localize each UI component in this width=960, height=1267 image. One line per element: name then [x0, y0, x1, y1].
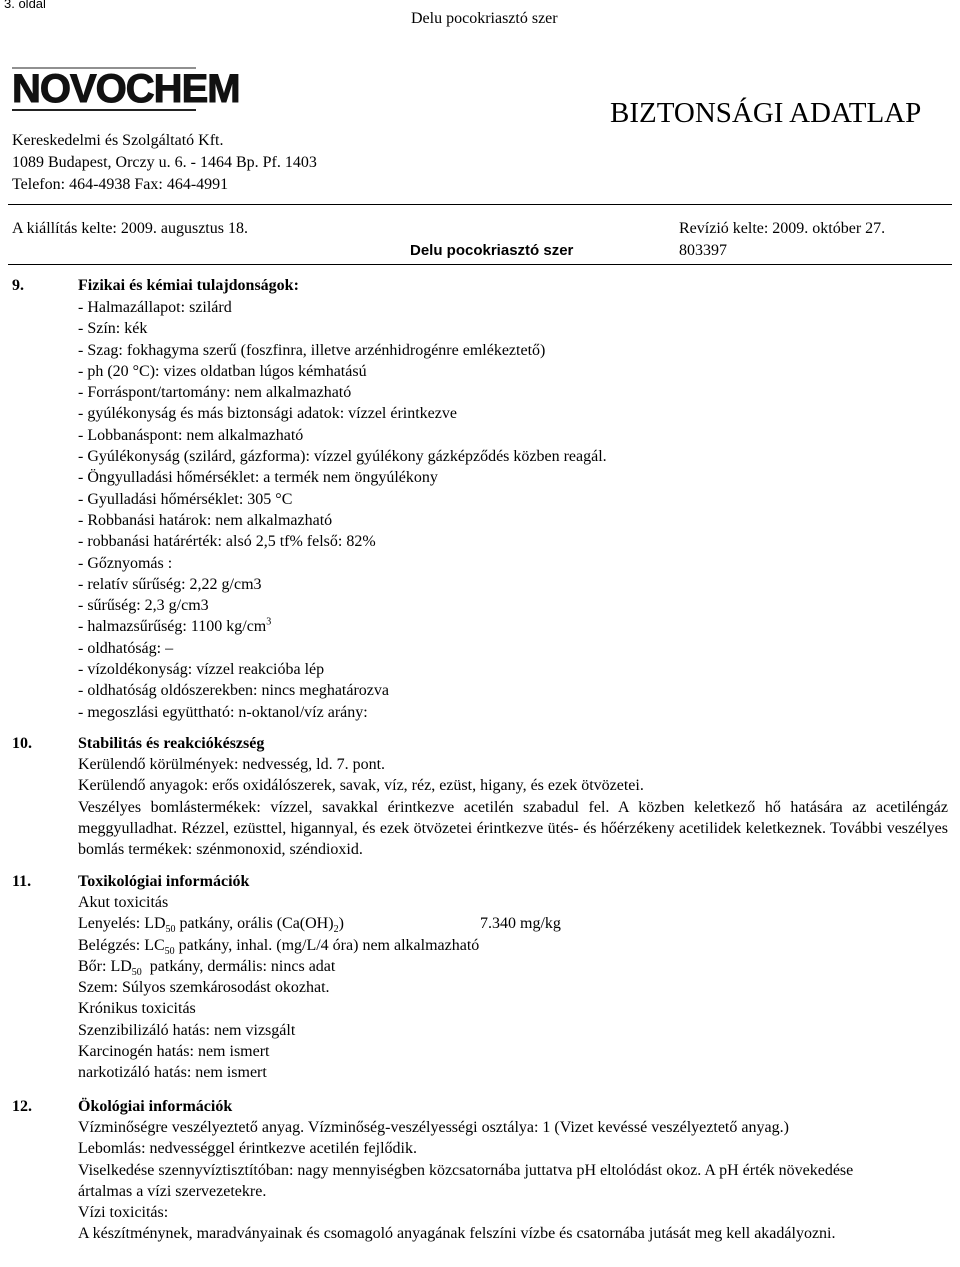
chronic-toxicity-label: Krónikus toxicitás	[78, 1000, 196, 1018]
inhalation-text: Belégzés: LC	[78, 936, 165, 954]
skin-toxicity	[78, 956, 678, 977]
conditions-to-avoid: Kerülendő körülmények: nedvesség, ld. 7. pont.	[78, 756, 386, 773]
property-line: - Gőznyomás :	[78, 554, 173, 572]
narcotic-effect: narkotizáló hatás: nem ismert	[78, 1064, 267, 1082]
property-line: - Halmazállapot: szilárd	[78, 299, 232, 316]
section-9-title: Fizikai és kémiai tulajdonságok:	[78, 277, 299, 294]
property-line: - vízoldékonyság: vízzel reakcióba lép	[78, 661, 325, 679]
document-title: BIZTONSÁGI ADATLAP	[610, 97, 922, 129]
oral-toxicity	[78, 913, 678, 934]
subscript: 50	[131, 967, 142, 979]
subscript: 2	[333, 924, 339, 936]
oral-value: 7.340 mg/kg	[480, 915, 561, 933]
section-12-title: Ökológiai információk	[78, 1098, 233, 1115]
document-running-title: Delu pocokriasztó szer	[411, 10, 558, 27]
property-line: - gyúlékonyság és más biztonsági adatok: vízzel érintkezve	[78, 405, 457, 423]
inhalation-toxicity	[78, 935, 678, 956]
section-11-body	[78, 892, 678, 1084]
property-line: - Szag: fokhagyma szerű (foszfinra, illetve arzénhidrogénre emlékeztető)	[78, 341, 546, 359]
section-10-number: 10.	[12, 735, 32, 752]
aquatic-toxicity-label: Vízi toxicitás:	[78, 1204, 169, 1222]
company-contact: Telefon: 464-4938 Fax: 464-4991	[12, 176, 229, 193]
property-line: - oldhatóság: –	[78, 639, 174, 657]
property-line: - sűrűség: 2,3 g/cm3	[78, 597, 209, 615]
property-line: - Gyulladási hőmérséklet: 305 °C	[78, 490, 293, 508]
bulk-density-text: - halmazsűrűség: 1100 kg/cm	[78, 618, 267, 636]
logo-wordmark: NOVOCHEM	[12, 67, 240, 111]
section-9-properties	[78, 297, 607, 723]
revision-date: Revízió kelte: 2009. október 27.	[679, 220, 886, 237]
oral-text: Lenyelés: LD	[78, 915, 166, 933]
company-name: Kereskedelmi és Szolgáltató Kft.	[12, 132, 224, 149]
section-11-number: 11.	[12, 873, 32, 890]
company-logo	[10, 60, 240, 118]
property-line	[78, 616, 607, 637]
wastewater-behavior: Viselkedése szennyvíztisztítóban: nagy mennyiségben közcsatornába juttatva pH eltolódást okoz. A pH érték növekedése ártalmas a vízi szervezetekre.	[78, 1161, 854, 1200]
section-10-body	[78, 754, 948, 860]
issue-date: A kiállítás kelte: 2009. augusztus 18.	[12, 220, 248, 237]
superscript: 3	[266, 617, 272, 629]
property-line: - Forráspont/tartomány: nem alkalmazható	[78, 384, 352, 402]
skin-text-cont: patkány, dermális: nincs adat	[141, 957, 336, 975]
header-divider-bottom	[8, 264, 952, 265]
section-12-body	[78, 1117, 948, 1245]
product-code: 803397	[679, 242, 727, 259]
product-name: Delu pocokriasztó szer	[410, 242, 574, 259]
environmental-precaution: A készítménynek, maradványainak és csomagoló anyagának felszíni vízbe és csatornába jutását meg kell akadályozni.	[78, 1225, 836, 1243]
skin-text: Bőr: LD	[78, 957, 132, 975]
property-line: - Gyúlékonyság (szilárd, gázforma): vízzel gyúlékony gázképződés közben reagál.	[78, 448, 607, 466]
materials-to-avoid: Kerülendő anyagok: erős oxidálószerek, savak, víz, réz, ezüst, higany, és ezek ötvözetei.	[78, 777, 644, 795]
carcinogenicity: Karcinogén hatás: nem ismert	[78, 1043, 270, 1061]
inhalation-text-cont: patkány, inhal. (mg/L/4 óra) nem alkalmazható	[174, 936, 480, 954]
property-line: - megoszlási együttható: n-oktanol/víz arány:	[78, 703, 368, 721]
acute-toxicity-label: Akut toxicitás	[78, 894, 169, 911]
property-line: - robbanási határérték: alsó 2,5 tf% felső: 82%	[78, 533, 376, 551]
oral-text-cont: patkány, orális (Ca(OH)	[175, 915, 334, 933]
section-11-title: Toxikológiai információk	[78, 873, 250, 890]
subscript: 50	[164, 945, 175, 957]
header-divider	[8, 204, 952, 205]
hazardous-decomposition: Veszélyes bomlástermékek: vízzel, savakkal érintkezve acetilén szabadul fel. A közben keletkező hő hatására az acetiléngáz meggyulladhat. Rézzel, ezüsttel, higannyal, és ezek ötvözetei érintkezve ütés- és hőérzékeny acetilidek keletkeznek. További veszélyes bomlás termékek: szénmonoxid, széndioxid.	[78, 798, 948, 859]
section-10-title: Stabilitás és reakciókészség	[78, 735, 265, 752]
novochem-logo-icon	[10, 60, 240, 118]
section-12-number: 12.	[12, 1098, 32, 1115]
property-line: - oldhatóság oldószerekben: nincs meghatározva	[78, 682, 389, 700]
eye-effect: Szem: Súlyos szemkárosodást okozhat.	[78, 979, 330, 997]
property-line: - Robbanási határok: nem alkalmazható	[78, 511, 333, 529]
page-number: 3. oldal	[4, 0, 46, 11]
company-address: 1089 Budapest, Orczy u. 6. - 1464 Bp. Pf. 1403	[12, 154, 317, 171]
oral-text-end: )	[338, 915, 344, 933]
property-line: - ph (20 °C): vizes oldatban lúgos kémhatású	[78, 362, 367, 380]
property-line: - relatív sűrűség: 2,22 g/cm3	[78, 575, 262, 593]
water-hazard: Vízminőségre veszélyeztető anyag. Vízminőség-veszélyességi osztálya: 1 (Vizet kevéssé veszélyeztető anyag.)	[78, 1119, 789, 1136]
property-line: - Lobbanáspont: nem alkalmazható	[78, 426, 304, 444]
property-line: - Szín: kék	[78, 320, 148, 338]
section-9-number: 9.	[12, 277, 24, 294]
degradation: Lebomlás: nedvességgel érintkezve acetilén fejlődik.	[78, 1140, 417, 1158]
property-line: - Öngyulladási hőmérséklet: a termék nem öngyúlékony	[78, 469, 438, 487]
sensitization: Szenzibilizáló hatás: nem vizsgált	[78, 1021, 296, 1039]
subscript: 50	[165, 924, 176, 936]
